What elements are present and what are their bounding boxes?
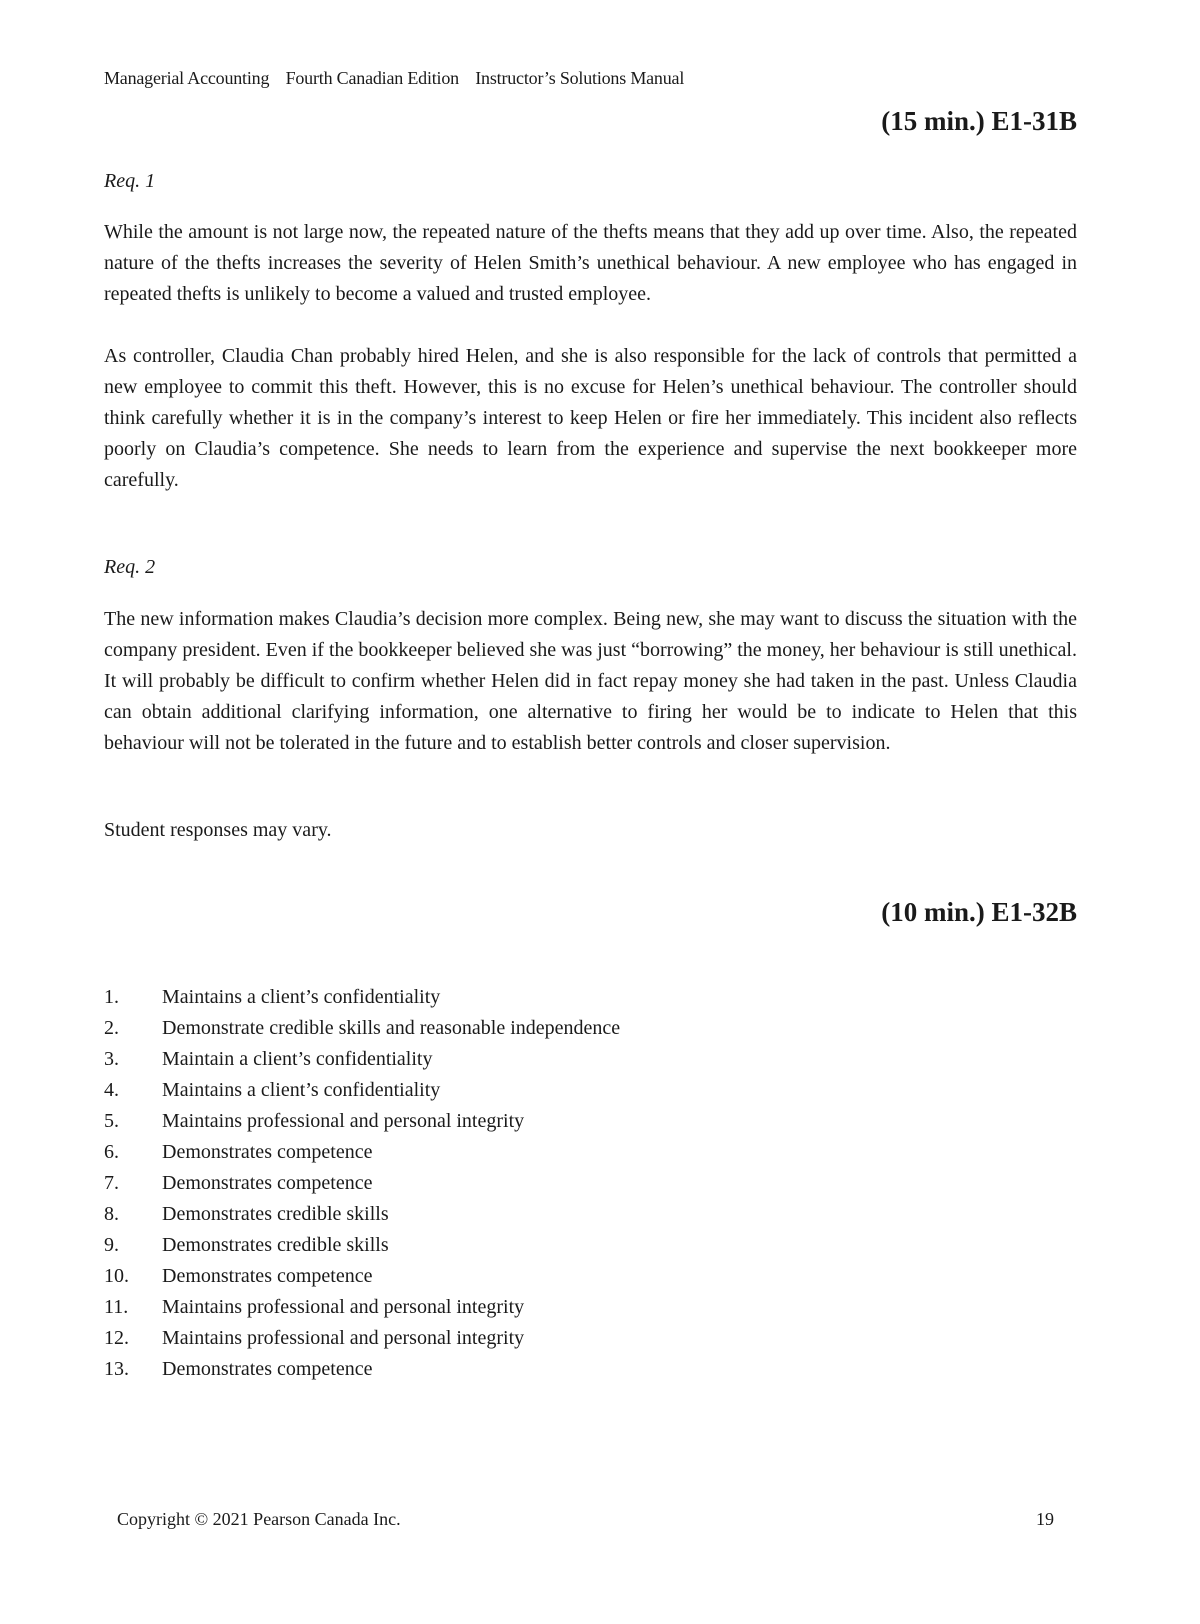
list-item-number: 11. <box>104 1296 129 1318</box>
list-item-text: Demonstrates credible skills <box>162 1234 389 1256</box>
list-item <box>104 1199 1004 1230</box>
list-item-number: 3. <box>104 1048 119 1070</box>
req2-paragraph-1: The new information makes Claudia’s decision more complex. Being new, she may want to discuss the situation with the company president. Even if the bookkeeper believed she was just “borrowing” the money, her behaviour is still unethical. It will probably be difficult to confirm whether Helen did in fact repay money she had taken in the past. Unless Claudia can obtain additional clarifying information, one alternative to firing her would be to indicate to Helen that this behaviour will not be tolerated in the future and to establish better controls and closer supervision. <box>104 608 1077 754</box>
list-item-text: Maintains professional and personal integrity <box>162 1296 525 1318</box>
requirement-2-label: Req. 2 <box>104 556 156 578</box>
exercise-heading-e1-32b: (10 min.) E1-32B <box>881 897 1077 927</box>
list-item-number: 13. <box>104 1358 129 1380</box>
list-item-number: 7. <box>104 1172 119 1194</box>
list-item <box>104 1013 1004 1044</box>
header-book-title: Managerial Accounting <box>104 68 270 88</box>
list-item-text: Demonstrates credible skills <box>162 1203 389 1225</box>
list-item-text: Demonstrates competence <box>162 1358 373 1380</box>
list-item <box>104 1137 1004 1168</box>
list-item-text: Maintain a client’s confidentiality <box>162 1048 433 1070</box>
list-item <box>104 1230 1004 1261</box>
list-item-number: 6. <box>104 1141 119 1163</box>
list-item-number: 12. <box>104 1327 129 1349</box>
list-item-text: Demonstrates competence <box>162 1172 373 1194</box>
list-item <box>104 1106 1004 1137</box>
req1-paragraph-2: As controller, Claudia Chan probably hired Helen, and she is also responsible for the lack of controls that permitted a new employee to commit this theft. However, this is no excuse for Helen’s unethical behaviour. The controller should think carefully whether it is in the company’s interest to keep Helen or fire her immediately. This incident also reflects poorly on Claudia’s competence. She needs to learn from the experience and supervise the next bookkeeper more carefully. <box>104 345 1077 491</box>
list-item-text: Maintains a client’s confidentiality <box>162 986 441 1008</box>
list-item-number: 2. <box>104 1017 119 1039</box>
header-edition: Fourth Canadian Edition <box>285 68 459 88</box>
list-item-text: Maintains professional and personal integrity <box>162 1110 525 1132</box>
list-item-number: 9. <box>104 1234 119 1256</box>
running-header <box>104 68 696 89</box>
list-item <box>104 1323 1004 1354</box>
list-item-number: 1. <box>104 986 119 1008</box>
list-item-text: Maintains professional and personal integrity <box>162 1327 525 1349</box>
list-item <box>104 1044 1004 1075</box>
list-item-text: Demonstrates competence <box>162 1141 373 1163</box>
req2-paragraph-2: Student responses may vary. <box>104 819 332 841</box>
header-manual: Instructor’s Solutions Manual <box>475 68 685 88</box>
list-item <box>104 1354 1004 1385</box>
list-item-text: Demonstrates competence <box>162 1265 373 1287</box>
list-item-number: 4. <box>104 1079 119 1101</box>
exercise-heading-e1-31b: (15 min.) E1-31B <box>881 106 1077 136</box>
list-item <box>104 1168 1004 1199</box>
req1-paragraph-1: While the amount is not large now, the repeated nature of the thefts means that they add up over time. Also, the repeated nature of the thefts increases the severity of Helen Smith’s unethical behaviour. A new employee who has engaged in repeated thefts is unlikely to become a valued and trusted employee. <box>104 221 1077 305</box>
list-item <box>104 1292 1004 1323</box>
list-item <box>104 1261 1004 1292</box>
answer-list <box>104 982 1004 1385</box>
list-item-number: 10. <box>104 1265 129 1287</box>
page-number: 19 <box>1036 1509 1054 1529</box>
list-item-number: 5. <box>104 1110 119 1132</box>
list-item <box>104 1075 1004 1106</box>
footer-copyright: Copyright © 2021 Pearson Canada Inc. <box>117 1509 401 1529</box>
list-item <box>104 982 1004 1013</box>
list-item-text: Demonstrate credible skills and reasonable independence <box>162 1017 621 1039</box>
list-item-number: 8. <box>104 1203 119 1225</box>
requirement-1-label: Req. 1 <box>104 170 156 192</box>
list-item-text: Maintains a client’s confidentiality <box>162 1079 441 1101</box>
